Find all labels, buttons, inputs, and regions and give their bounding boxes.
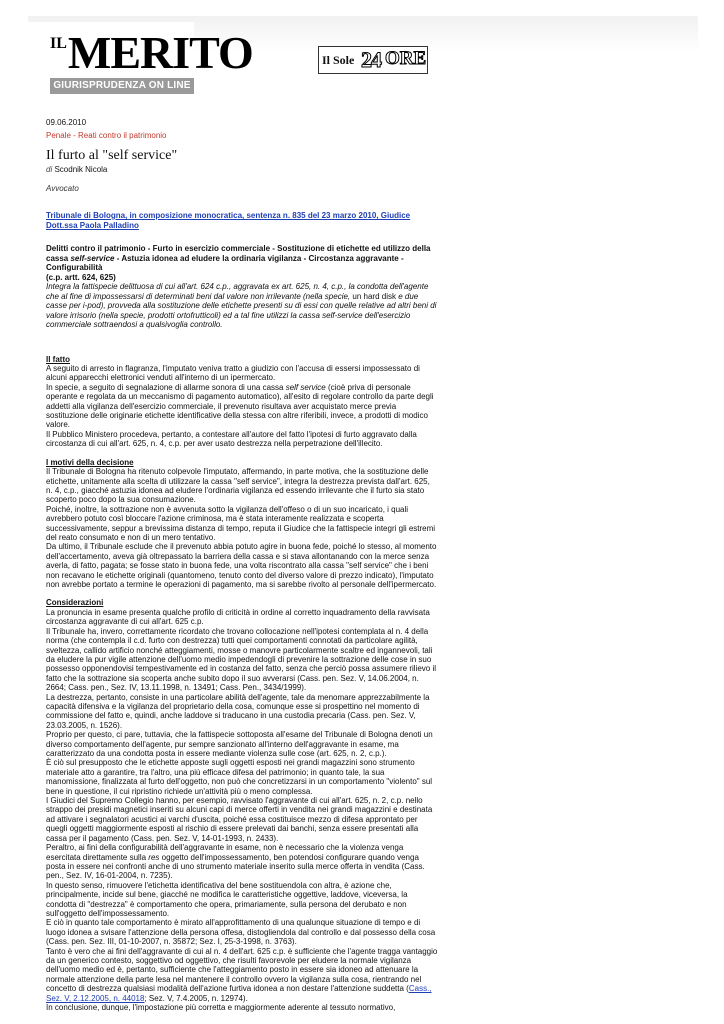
massima-articles: (c.p. artt. 624, 625) (46, 272, 116, 282)
paragraph: La pronuncia in esame presenta qualche profilo di criticità in ordine al corretto inquadramento della ravvisata circostanza aggravante di cui all'art. 625 c.p. (46, 607, 430, 627)
il-sole-24-ore-logo[interactable]: Il Sole 24 ORE (318, 46, 428, 74)
paragraph: E ciò in quanto tale comportamento è mirato all'approfittamento di una qualunque situazione di tempo e di luogo idonea a svisare l'attenzione della persona offesa, distogliendola dal controllo e dal possesso della cosa (Cass. pen. Sez. III, 01-10-2007, n. 35872; Sez. I, 25-3-1998, n. 3763). (46, 918, 436, 947)
paragraph: Il Pubblico Ministero procedeva, pertanto, a contestare all'autore del fatto l'ipotesi di furto aggravato dalla circostanza di cui all'art. 625, n. 4, c.p. per aver usato destrezza nella perpetrazione dell'illecito. (46, 429, 417, 449)
author-role: Avvocato (46, 184, 79, 193)
il-merito-logo-subtitle: GIURISPRUDENZA ON LINE (50, 78, 194, 94)
article (46, 118, 438, 1012)
paragraph: Tanto è vero che ai fini dell'aggravante di cui al n. 4 dell'art. 625 c.p. è sufficiente che l'agente tragga vantaggio da un generico contesto, soggettivo od oggettivo, che risulti favorevole per eludere la normale vigilanza dell'uomo medio ed è, pertanto, sufficiente che l'atteggiamento posto in essere sia idoneo ad attenuare la normale attenzione della parte lesa nel mantenere il controllo ovvero la vigilanza sulla cosa, rientrando nel concetto di destrezza qualsiasi modalità dell'azione furtiva idonea a non destare l'attenzione suddetta (Cass., Sez. V, 2.12.2005, n. 44018; Sez. V, 7.4.2005, n. 12974). (46, 946, 438, 1003)
paragraph: La destrezza, pertanto, consiste in una particolare abilità dell'agente, tale da menomare apprezzabilmente la capacità difensiva e la vigilanza del proprietario della cosa, comunque esse si prospettino nel momento di commissione del fatto e, quindi, anche laddove si traducano in una custodia precaria (Cass. pen. Sez. V, 23.03.2005, n. 1526). (46, 692, 430, 730)
paragraph: Il Tribunale di Bologna ha ritenuto colpevole l'imputato, affermando, in parte motiva, che la sostituzione delle etichette, unitamente alla scelta di utilizzare la cassa "self service", integra la destrezza prevista dall'art. 625, n. 4, c.p., giacché astuzia idonea ad eludere l'ordinaria vigilanza ed essendo irrilevante che il furto sia stato scoperto poco dopo la sua consumazione. (46, 467, 430, 505)
article-title: Il furto al "self service" (46, 148, 178, 163)
paragraph: In conclusione, dunque, l'impostazione più corretta e maggiormente aderente al tessuto normativo, (46, 1003, 396, 1012)
article-author: di Scodnik Nicola (46, 165, 108, 174)
paragraph: In specie, a seguito di segnalazione di allarme sonora di una cassa self service (cioè priva di personale operante e regolata da un meccanismo di pagamento automatico), all'esito di regolare controllo da parte degli addetti alla vigilanza dell'esercizio commerciale, il prevenuto risultava aver acquistato merce previa sostituzione delle originarie etichette identificative della stessa con altre riferibili, invece, a prodotti di modico valore. (46, 382, 434, 430)
section-title-motivi: I motivi della decisione (46, 457, 134, 467)
il-merito-logo[interactable] (28, 22, 253, 102)
massima-title: Delitti contro il patrimonio - Furto in esercizio commerciale - Sostituzione di etichette ed utilizzo della cassa self-service - Astuzia idonea ad eludere la ordinaria vigilanza - Circostanza aggravante - Configurabilità (46, 244, 431, 272)
paragraph: A seguito di arresto in flagranza, l'imputato veniva tratto a giudizio con l'accusa di essersi impossessato di alcuni apparecchi elettronici venduti all'interno di un ipermercato. (46, 364, 420, 383)
massima-body: Integra la fattispecie delittuosa di cui all'art. 624 c.p., aggravata ex art. 625, n. 4, c.p., la condotta dell'agente che al fine di impossessarsi di determinati beni dal valore non irrilevante (nella specie, un hard disk e due casse per i-pod), provveda alla sostituzione delle etichette presenti su di essi con quelle relative ad altri beni di valore irrisorio (nella specie, prodotti ortofrutticoli) ed a tal fine utilizzi la cassa self-service dell'esercizio commerciale sottraendosi a qualsivoglia controllo. (46, 282, 437, 329)
page-header (28, 16, 698, 101)
ruling-link[interactable]: Tribunale di Bologna, in composizione monocratica, sentenza n. 835 del 23 marzo 2010, Giudice Dott.ssa Paola Palladino (46, 211, 411, 230)
paragraph: Il Tribunale ha, invero, correttamente ricordato che trovano collocazione nell'ipotesi contemplata al n. 4 della norma (che contempla il c.d. furto con destrezza) tutti quei comportamenti connotati da particolare agilità, sveltezza, callido artificio nonché atteggiamenti, mosse o manovre particolarmente scaltre ed ingannevoli, tali da eludere la pur vigile attenzione dell'uomo medio impedendogli di prevenire la sottrazione delle cose in suo possesso opponendovisi tempestivamente ed in costanza del fatto, senza che perciò possa assumere rilievo il fatto che la sottrazione sia scoperta anche subito dopo il suo avverarsi (Cass. pen. Sez. V, 14.06.2004, n. 2664; Cass. pen., Sez. IV, 13.11.1998, n. 13491; Cass. Pen., 3434/1999). (46, 626, 436, 693)
citation-link[interactable]: Cass., Sez. V, 2.12.2005, n. 44018 (46, 984, 432, 1003)
paragraph: Peraltro, ai fini della configurabilità dell'aggravante in esame, non è necessario che la violenza venga esercitata direttamente sulla res oggetto dell'impossessamento, ben potendosi configurare quando venga posta in essere nei confronti anche di uno strumento materiale inserito sulla merce offerta in vendita (Cass. pen., Sez. IV, 16-01-2004, n. 7235). (46, 843, 425, 881)
paragraph: Poiché, inoltre, la sottrazione non è avvenuta sotto la vigilanza dell'offeso o di un suo incaricato, i quali avrebbero potuto così bloccare l'azione criminosa, ma è stata interamente realizzata e scoperta successivamente, seppur a brevissima distanza di tempo, reputa il Giudice che la fattispecie integri gli estremi del reato consumato e non di un mero tentativo. (46, 504, 436, 542)
il-merito-logo-word: $^{IL}$MERITO (50, 27, 253, 78)
section-title-considerazioni: Considerazioni (46, 598, 104, 608)
paragraph: In questo senso, rimuovere l'etichetta identificativa del bene sostituendola con altra, è azione che, principalmente, incide sul bene, giacché ne modifica le caratteristiche oggettive, laddove, viceversa, la condotta di "destrezza" è comportamento che opera, primariamente, sulla persona del derubato e non sull'oggetto dell'impossessamento. (46, 880, 408, 918)
paragraph: I Giudici del Supremo Collegio hanno, per esempio, ravvisato l'aggravante di cui all'art. 625, n. 2, c.p. nello strappo dei presidi magnetici inseriti su alcuni capi di merce offerti in vendita nei grandi magazzini e destinata ad attivare i segnalatori acustici ai varchi d'uscita, poiché essa costituisce mezzo di difesa approntato per quegli oggetti maggiormente esposti al rischio di essere prelevati dai banchi, senza essere presentati alla cassa per il pagamento (Cass. pen. Sez. V, 14-01-1993, n. 2433). (46, 796, 433, 843)
paragraph: Proprio per questo, ci pare, tuttavia, che la fattispecie sottoposta all'esame del Tribunale di Bologna denoti un diverso comportamento dell'agente, pur sempre sanzionato all'interno dell'aggravante in esame, ma caratterizzato da una condotta posta in essere mediante violenza sulle cose (art. 625, n. 2, c.p.). (46, 730, 433, 759)
article-date: 09.06.2010 (46, 118, 87, 127)
article-category: Penale - Reati contro il patrimonio (46, 131, 167, 140)
section-title-fatto: Il fatto (46, 354, 70, 364)
paragraph: Da ultimo, il Tribunale esclude che il prevenuto abbia potuto agire in buona fede, poiché lo stesso, al momento dell'accertamento, aveva già oltrepassato la barriera della cassa e si stava allontanando con la merce senza averla, di fatto, pagata; se fosse stato in buona fede, una volta riscontrato alla cassa "self service" che i beni non recavano le etichette originali (quantomeno, tenuto conto del diverso valore di prezzo indicato), l'imputato non avrebbe portato a termine le operazioni di pagamento, ma si sarebbe rivolto al personale dell'ipermercato. (46, 542, 437, 590)
paragraph: È ciò sul presupposto che le etichette apposte sugli oggetti esposti nei grandi magazzini sono strumento materiale atto a garantire, tra l'altro, una più efficace difesa del patrimonio; in quanto tale, la sua manomissione, finalizzata al furto dell'oggetto, non può che concretizzarsi in un comportamento "violento" sul bene in questione, il cui ripristino richiede un'attività più o meno complessa. (46, 758, 433, 796)
